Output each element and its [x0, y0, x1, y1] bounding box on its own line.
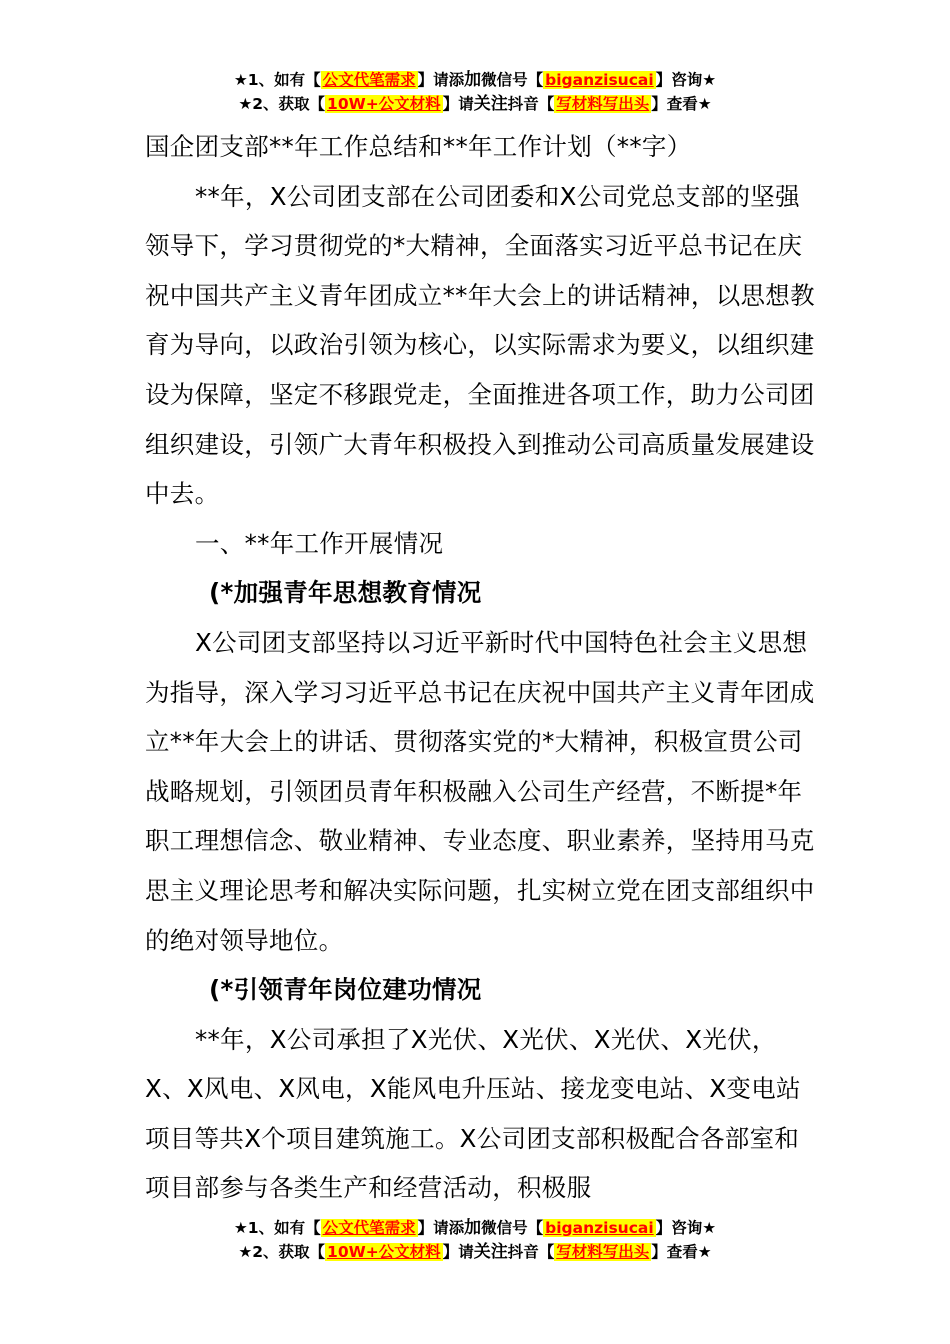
highlight-materials: 10W+公文材料 [327, 95, 441, 113]
document-title: 国企团支部**年工作总结和**年工作计划（**字） [145, 132, 692, 161]
document-body [145, 122, 815, 1213]
footer-line-2: ★2、获取【 10W+公文材料 】请关注抖音【 写材料写出头 】查看★ [238, 1242, 712, 1262]
subsection-paragraph-1: X公司团支部坚持以习近平新时代中国特色社会主义思想为指导，深入学习习近平总书记在庆祝中国共产主义青年团成立**年大会上的讲话、贯彻落实党的*大精神，积极宣贯公司战略规划，引领团员青年积极融入公司生产经营，不断提*年职工理想信念、敬业精神、专业态度、职业素养，坚持用马克思主义理论思考和解决实际问题，扎实树立党在团支部组织中的绝对领导地位。 [145, 627, 815, 955]
intro-paragraph: **年，X公司团支部在公司团委和X公司党总支部的坚强领导下，学习贯彻党的*大精神，全面落实习近平总书记在庆祝中国共产主义青年团成立**年大会上的讲话精神，以思想教育为导向，以政治引领为核心，以实际需求为要义，以组织建设为保障，坚定不移跟党走，全面推进各项工作，助力公司团组织建设，引领广大青年积极投入到推动公司高质量发展建设中去。 [145, 181, 815, 509]
footer-highlight-materials: 10W+公文材料 [327, 1243, 441, 1261]
highlight-service: 公文代笔需求 [322, 71, 416, 89]
section-heading-1: 一、**年工作开展情况 [195, 528, 444, 558]
footer-highlight-wechat-id: biganzisucai [545, 1219, 654, 1237]
subsection-paragraph-2: **年，X公司承担了X光伏、X光伏、X光伏、X光伏，X、X风电、X风电，X能风电升压站、接龙变电站、X变电站项目等共X个项目建筑施工。X公司团支部积极配合各部室和项目部参与各类生产和经营活动，积极服 [145, 1024, 801, 1203]
footer-banner [0, 1216, 950, 1264]
footer-line-1: ★1、如有【 公文代笔需求 】请添加微信号【 biganzisucai 】咨询★ [233, 1218, 717, 1238]
banner-line-2: ★2、获取【 10W+公文材料 】请关注抖音【 写材料写出头 】查看★ [238, 94, 712, 114]
footer-highlight-service: 公文代笔需求 [322, 1219, 416, 1237]
banner-line-1: ★1、如有【 公文代笔需求 】请添加微信号【 biganzisucai 】咨询★ [233, 70, 717, 90]
footer-highlight-account: 写材料写出头 [556, 1243, 650, 1261]
highlight-account: 写材料写出头 [556, 95, 650, 113]
subsection-heading-1: (*加强青年思想教育情况 [209, 578, 482, 608]
highlight-wechat-id: biganzisucai [545, 71, 654, 89]
header-banner [0, 68, 950, 116]
subsection-heading-2: (*引领青年岗位建功情况 [209, 975, 482, 1005]
